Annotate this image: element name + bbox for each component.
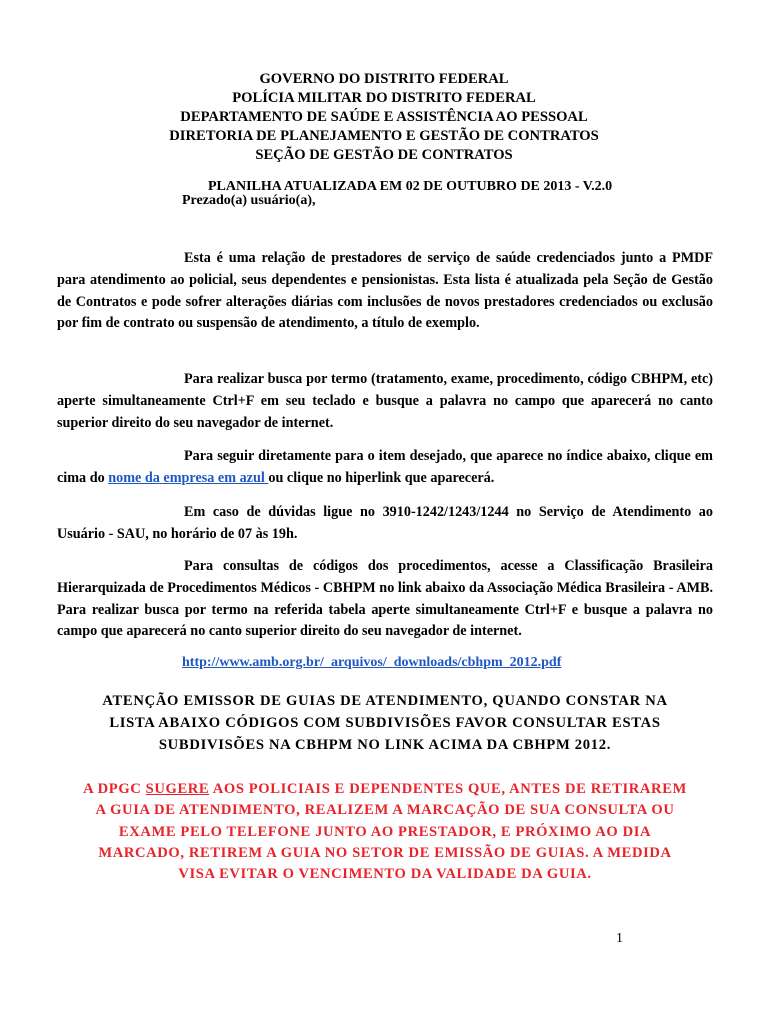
paragraph-search [57,369,713,434]
paragraph-index-text-end: ou clique no hiperlink que aparecerá. [268,469,495,486]
page-number: 1 [616,931,623,946]
paragraph-intro [57,248,713,335]
paragraph-contact [57,502,713,546]
paragraph-contact-text: Em caso de dúvidas ligue no 3910-1242/1243/1244 no Serviço de Atendimento ao Usuário - SAU, no horário de 07 às 19h. [57,504,713,542]
header-line-section: SEÇÃO DE GESTÃO DE CONTRATOS [255,147,513,163]
amb-cbhpm-link[interactable]: http://www.amb.org.br/_arquivos/_downloads/cbhpm_2012.pdf [182,655,562,670]
paragraph-cbhpm-text: Para consultas de códigos dos procedimentos, acesse a Classificação Brasileira Hierarquizada de Procedimentos Médicos - CBHPM no link abaixo da Associação Médica Brasileira - AMB. Para realizar busca por termo na referida tabela aperte simultaneamente Ctrl+F e busque a palavra no campo que aparecerá no canto superior direito do seu navegador de internet. [57,558,713,640]
paragraph-index-text: Para seguir diretamente para o item desejado, que aparece no índice abaixo, clique em cima do [57,448,713,486]
paragraph-search-text: Para realizar busca por termo (tratamento, exame, procedimento, código CBHPM, etc) aperte simultaneamente Ctrl+F em seu teclado e busque a palavra no campo que aparecerá no canto superior direito do seu navegador de internet. [57,371,713,431]
paragraph-cbhpm [57,556,713,643]
company-name-link[interactable]: nome da empresa em azul [108,469,269,486]
document-header [0,70,768,165]
warning-text-end: AOS POLICIAIS E DEPENDENTES QUE, ANTES DE RETIRAREM A GUIA DE ATENDIMENTO, REALIZEM A MARCAÇÃO DE SUA CONSULTA OU EXAME PELO TELEFONE JUNTO AO PRESTADOR, E PRÓXIMO AO DIA MARCADO, RETIREM A GUIA NO SETOR DE EMISSÃO DE GUIAS. A MEDIDA VISA EVITAR O VENCIMENTO DA VALIDADE DA GUIA. [95,781,687,883]
header-line-directorate: DIRETORIA DE PLANEJAMENTO E GESTÃO DE CONTRATOS [169,128,599,144]
warning-text-start: A DPGC [83,781,146,797]
greeting: Prezado(a) usuário(a), [182,193,316,208]
attention-notice: ATENÇÃO EMISSOR DE GUIAS DE ATENDIMENTO, QUANDO CONSTAR NA LISTA ABAIXO CÓDIGOS COM SUBDIVISÕES FAVOR CONSULTAR ESTAS SUBDIVISÕES NA CBHPM NO LINK ACIMA DA CBHPM 2012. [102,693,668,753]
sheet-title: PLANILHA ATUALIZADA EM 02 DE OUTUBRO DE 2013 - V.2.0 [208,179,613,194]
header-line-government: GOVERNO DO DISTRITO FEDERAL [259,71,509,87]
header-line-department: DEPARTAMENTO DE SAÚDE E ASSISTÊNCIA AO PESSOAL [180,109,588,125]
paragraph-index [57,446,713,490]
warning-emphasis: SUGERE [145,781,210,797]
paragraph-intro-text: Esta é uma relação de prestadores de serviço de saúde credenciados junto a PMDF para atendimento ao policial, seus dependentes e pensionistas. Esta lista é atualizada pela Seção de Gestão de Contratos e pode sofrer alterações diárias com inclusões de novos prestadores credenciados ou exclusão por fim de contrato ou suspensão de atendimento, a título de exemplo. [57,250,713,332]
header-line-police: POLÍCIA MILITAR DO DISTRITO FEDERAL [232,90,536,106]
warning-notice [82,779,688,885]
